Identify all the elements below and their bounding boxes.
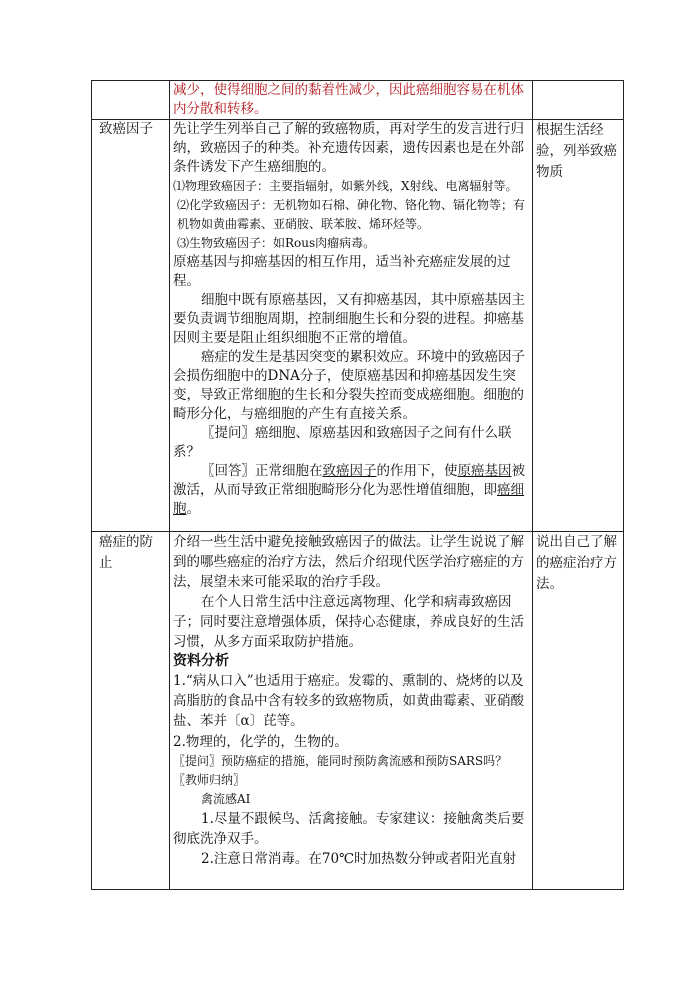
biological-factors: ⑶生物致癌因子：如Rous肉瘤病毒。 bbox=[177, 236, 376, 250]
lesson-table bbox=[91, 80, 624, 890]
answer-underline-carcinogen: 致癌因子 bbox=[322, 463, 377, 479]
question-carcinogen: 〖提问〗癌细胞、原癌基因和致癌因子之间有什么联系？ bbox=[173, 425, 512, 460]
avian-flu-item-2: 2.注意日常消毒。在70℃时加热数分钟或者阳光直射 bbox=[201, 851, 517, 867]
student-cell-empty bbox=[533, 81, 624, 120]
answer-underline-cancer-cell: 癌细胞 bbox=[173, 482, 524, 517]
physical-factors: ⑴物理致癌因子：主要指辐射，如紫外线，X射线、电离辐射等。 bbox=[173, 179, 518, 193]
prevention-intro: 介绍一些生活中避免接触致癌因子的做法。让学生说说了解到的哪些癌症的治疗方法，然后介绍现代医学治疗癌症的方法，展望未来可能采取的治疗手段。 bbox=[173, 534, 524, 590]
gene-interaction: 原癌基因与抑癌基因的相互作用，适当补充癌症发展的过程。 bbox=[173, 254, 511, 289]
answer-rest: 被激活，从而导致正常细胞畸形分化为恶性增值细胞，即 bbox=[173, 463, 525, 498]
answer-underline-protooncogene: 原癌基因 bbox=[457, 463, 512, 479]
avian-flu-item-1: 1.尽量不跟候鸟、活禽接触。专家建议：接触禽类后要彻底洗净双手。 bbox=[173, 811, 525, 847]
student-activity-prevention: 说出自己了解的癌症治疗方法。 bbox=[536, 534, 617, 592]
answer-mid: 的作用下，使 bbox=[376, 463, 458, 479]
cell-genes-text: 细胞中既有原癌基因，又有抑癌基因，其中原癌基因主要负责调节细胞周期，控制细胞生长和分裂的进程。抑癌基因则主要是阻止组织细胞不正常的增值。 bbox=[173, 292, 525, 346]
table-row-prevention bbox=[92, 532, 624, 890]
content-cell-continuation bbox=[170, 81, 533, 120]
carcinogen-intro: 先让学生列举自己了解的致癌物质，再对学生的发言进行归纳，致癌因子的种类。补充遗传因素，遗传因素也是在外部条件诱发下产生癌细胞的。 bbox=[173, 121, 524, 175]
topic-cell-carcinogen bbox=[92, 120, 170, 532]
teacher-summary-title: 〖教师归纳〗 bbox=[173, 773, 246, 787]
answer-prefix: 〖回答〗正常细胞在 bbox=[201, 463, 323, 479]
topic-cell-prevention bbox=[92, 532, 170, 890]
student-activity-carcinogen: 根据生活经验，列举致癌物质 bbox=[536, 122, 617, 180]
chemical-factors: ⑵化学致癌因子：无机物如石棉、砷化物、铬化物、镉化物等；有机物如黄曲霉素、亚硝胺、联苯胺、烯环烃等。 bbox=[177, 198, 526, 231]
continuation-text: 减少，使得细胞之间的黏着性减少，因此癌细胞容易在机体内分散和转移。 bbox=[173, 82, 524, 117]
student-cell-carcinogen bbox=[533, 120, 624, 532]
avian-flu-title: 禽流感AI bbox=[201, 792, 251, 806]
answer-carcinogen bbox=[173, 462, 529, 519]
topic-cell-empty bbox=[92, 81, 170, 120]
analysis-item-1: 1.“病从口入”也适用于癌症。发霉的、熏制的、烧烤的以及高脂肪的食品中含有较多的致癌物质，如黄曲霉素、亚硝酸盐、苯并〔α〕芘等。 bbox=[173, 673, 524, 729]
daily-prevention: 在个人日常生活中注意远离物理、化学和病毒致癌因子；同时要注意增强体质，保持心态健康，养成良好的生活习惯，从多方面采取防护措施。 bbox=[173, 594, 524, 650]
content-cell-prevention bbox=[170, 532, 533, 890]
topic-label-carcinogen: 致癌因子 bbox=[99, 121, 153, 137]
answer-end: 。 bbox=[186, 501, 200, 517]
analysis-title: 资料分析 bbox=[173, 653, 229, 669]
topic-label-prevention: 癌症的防止 bbox=[99, 534, 153, 571]
table-row-continuation bbox=[92, 81, 624, 120]
content-cell-carcinogen bbox=[170, 120, 533, 532]
student-cell-prevention bbox=[533, 532, 624, 890]
analysis-item-2: 2.物理的，化学的，生物的。 bbox=[173, 734, 348, 750]
mutation-text: 癌症的发生是基因突变的累积效应。环境中的致癌因子会损伤细胞中的DNA分子，使原癌基因和抑癌基因发生突变，导致正常细胞的生长和分裂失控而变成癌细胞。细胞的畸形分化，与癌细胞的产生有直接关系。 bbox=[173, 349, 525, 422]
question-prevention: 〖提问〗预防癌症的措施，能同时预防禽流感和预防SARS吗？ bbox=[173, 754, 508, 768]
table-row-carcinogen bbox=[92, 120, 624, 532]
